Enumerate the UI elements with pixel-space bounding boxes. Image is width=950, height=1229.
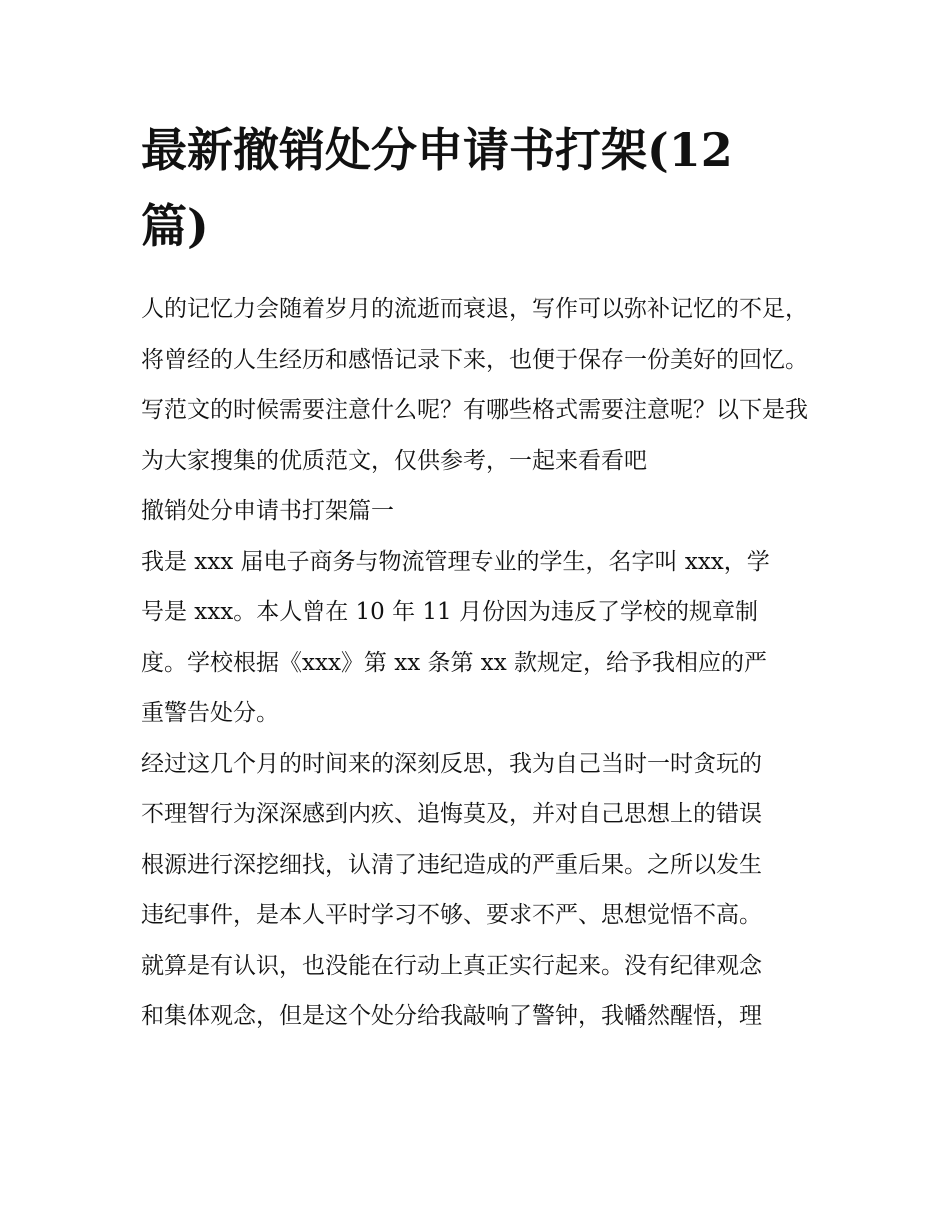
document-title — [141, 112, 813, 264]
paragraph-line: 号是 xxx。本人曾在 10 年 11 月份因为违反了学校的规章制 — [141, 599, 759, 625]
paragraph-line: 不理智行为深深感到内疚、追悔莫及，并对自己思想上的错误 — [141, 801, 762, 827]
document-title-line-2: 篇) — [141, 199, 209, 253]
paragraph-line: 重警告处分。 — [141, 700, 279, 726]
paragraph-line: 经过这几个月的时间来的深刻反思，我为自己当时一时贪玩的 — [141, 750, 762, 777]
body-paragraph-1 — [141, 537, 813, 739]
document-page — [141, 112, 813, 1042]
intro-paragraph: 人的记忆力会随着岁月的流逝而衰退，写作可以弥补记忆的不足，将曾经的人生经历和感悟记录下来，也便于保存一份美好的回忆。写范文的时候需要注意什么呢？有哪些格式需要注意呢？以下是我为大家搜集的优质范文，仅供参考，一起来看看吧 — [141, 296, 808, 474]
paragraph-line: 和集体观念，但是这个处分给我敲响了警钟，我幡然醒悟，理 — [141, 1003, 762, 1029]
document-title-line-1: 最新撤销处分申请书打架(12 — [141, 123, 733, 177]
body-paragraph-2 — [141, 739, 813, 1042]
paragraph-line: 根源进行深挖细找，认清了违纪造成的严重后果。之所以发生 — [141, 851, 762, 878]
paragraph-line: 度。学校根据《xxx》第 xx 条第 xx 款规定，给予我相应的严 — [141, 649, 768, 676]
section-heading: 撤销处分申请书打架篇一 — [141, 498, 394, 524]
paragraph-line: 违纪事件，是本人平时学习不够、要求不严、思想觉悟不高。 — [141, 902, 762, 928]
paragraph-line: 就算是有认识，也没能在行动上真正实行起来。没有纪律观念 — [141, 952, 762, 979]
paragraph-line: 我是 xxx 届电子商务与物流管理专业的学生，名字叫 xxx，学 — [141, 548, 770, 575]
